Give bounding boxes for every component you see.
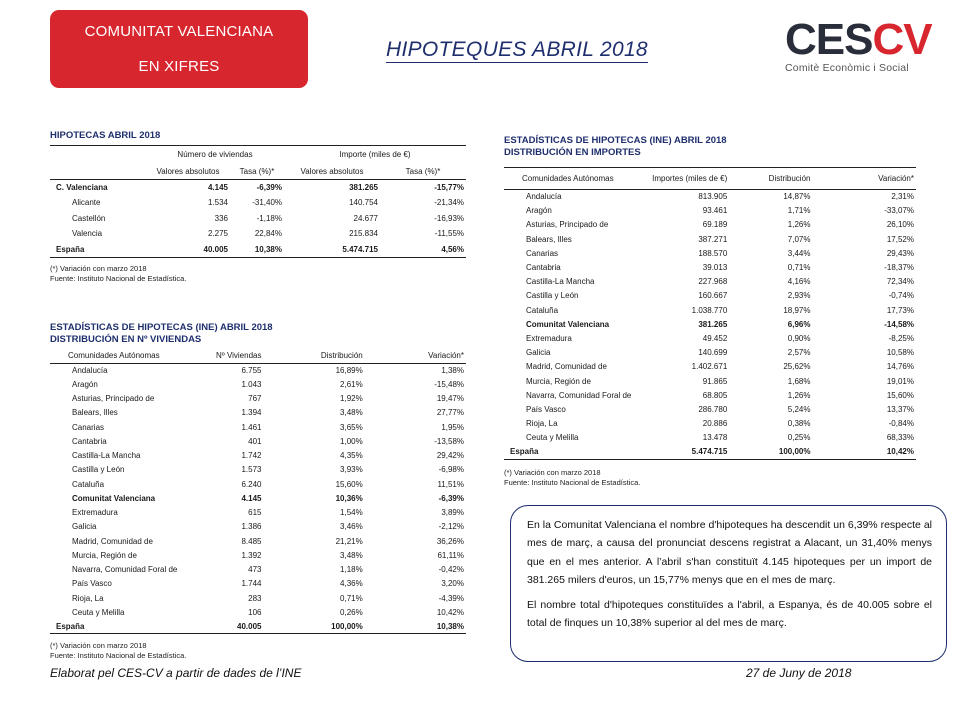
table-row [504, 289, 916, 303]
table3-note: (*) Variación con marzo 2018 [504, 467, 601, 477]
table-row [50, 534, 466, 548]
table3-source: Fuente: Instituto Nacional de Estadística. [504, 477, 641, 487]
row-label: Rioja, La [72, 593, 104, 603]
cell-distribution: 5,24% [787, 404, 811, 414]
cell-variation: 2,31% [891, 192, 914, 202]
cell-distribution: 4,16% [787, 277, 811, 287]
table-row [504, 303, 916, 317]
cell-variation: -4,39% [438, 593, 464, 603]
table2-subtitle: DISTRIBUCIÓN EN Nº VIVIENDAS [50, 334, 202, 345]
table-row [504, 445, 916, 459]
table-row [504, 374, 916, 388]
table-row [50, 180, 466, 196]
row-label: España [504, 445, 636, 459]
cell-variation: -6,98% [438, 465, 464, 475]
cell-variation: 19,47% [436, 394, 464, 404]
mortgages-summary-table [50, 130, 466, 284]
cell-value: 1.043 [241, 379, 262, 389]
cell-value: 68.805 [702, 390, 728, 400]
cell-distribution: 0,26% [340, 607, 363, 617]
row-label: Cantabria [72, 436, 107, 446]
row-label: País Vasco [72, 579, 112, 589]
table-row [504, 275, 916, 289]
cell-value: 1.573 [241, 465, 262, 475]
cell-value: 8.485 [241, 536, 262, 546]
cell-distribution: 14,87% [783, 192, 811, 202]
row-label: Aragón [526, 206, 552, 216]
cell-value: 2.275 [207, 229, 228, 239]
cell-value: 401 [248, 436, 262, 446]
table-row [50, 363, 466, 377]
cell-value: 381.265 [698, 319, 728, 329]
table-row [50, 406, 466, 420]
cell-value: 91.865 [702, 376, 728, 386]
badge-line-2: EN XIFRES [138, 58, 220, 75]
region-badge [50, 10, 308, 88]
cell-rate: -21,34% [434, 198, 464, 208]
table1-notes [50, 264, 466, 284]
cell-distribution: 7,07% [787, 234, 811, 244]
table-row [50, 506, 466, 520]
cell-distribution: 100,00% [729, 445, 812, 459]
table2-notes [50, 641, 466, 661]
row-label: Balears, Illes [72, 408, 118, 418]
table2 [50, 349, 466, 634]
cell-variation: -33,07% [884, 206, 914, 216]
cell-value: 5.474.715 [636, 445, 729, 459]
cell-value: 24.677 [353, 213, 378, 223]
cell-variation: -0,42% [438, 565, 464, 575]
cell-value: 20.886 [702, 419, 728, 429]
table-row [50, 420, 466, 434]
summary-paragraph-2: El nombre total d'hipoteques constituïdes a l'abril, a Espanya, és de 40.005 sobre el total de finques un 10,38% superior al del mes de març. [527, 599, 932, 630]
cell-variation: 29,42% [436, 451, 464, 461]
row-label: Murcia, Región de [72, 550, 137, 560]
cell-variation: 17,52% [886, 234, 914, 244]
cell-distribution: 1,00% [340, 436, 363, 446]
table3-notes [504, 468, 916, 488]
cell-variation: -8,25% [888, 333, 914, 343]
table-row [50, 520, 466, 534]
badge-line-1: COMUNITAT VALENCIANA [84, 23, 274, 40]
cell-value: 6.240 [241, 479, 262, 489]
cell-distribution: 18,97% [783, 305, 811, 315]
cell-variation: -2,12% [438, 522, 464, 532]
cell-variation: -15,48% [434, 379, 464, 389]
page-title: HIPOTEQUES ABRIL 2018 [386, 38, 648, 61]
row-label: C. Valenciana [56, 183, 108, 192]
table1-sub-header: Tasa (%)* [230, 164, 284, 180]
table-row [504, 317, 916, 331]
table-row [504, 204, 916, 218]
table-row [50, 477, 466, 491]
row-label: Canarias [526, 248, 559, 258]
row-label: Navarra, Comunidad Foral de [526, 390, 632, 400]
cell-variation: 3,89% [441, 508, 464, 518]
summary-text-box [510, 505, 947, 662]
cell-distribution: 4,36% [340, 579, 363, 589]
cell-distribution: 2,57% [787, 348, 811, 358]
row-label: Canarias [72, 422, 105, 432]
row-label: Alicante [72, 198, 101, 208]
table-row [50, 577, 466, 591]
table3-header: Importes (miles de €) [636, 168, 729, 190]
row-label: Cantabria [526, 263, 561, 273]
row-label: Extremadura [72, 508, 118, 518]
cell-distribution: 0,25% [787, 433, 811, 443]
cell-distribution: 1,26% [787, 220, 811, 230]
table3 [504, 167, 916, 460]
cell-variation: -0,74% [888, 291, 914, 301]
table-row [50, 211, 466, 227]
table-row [50, 434, 466, 448]
cell-distribution: 16,89% [335, 365, 363, 375]
table1-sub-header: Tasa (%)* [380, 164, 466, 180]
logo-subtitle: Comitè Econòmic i Social [785, 62, 909, 74]
cell-distribution: 3,48% [340, 550, 363, 560]
table1-title: HIPOTECAS ABRIL 2018 [50, 130, 161, 141]
table-row [504, 260, 916, 274]
cell-value: 188.570 [698, 248, 728, 258]
cell-variation: 36,26% [436, 536, 464, 546]
row-label: Balears, Illes [526, 234, 572, 244]
cell-value: 767 [248, 394, 262, 404]
cell-variation: 27,77% [436, 408, 464, 418]
cell-distribution: 21,21% [335, 536, 363, 546]
row-label: España [50, 620, 195, 634]
table2-title: ESTADÍSTICAS DE HIPOTECAS (INE) ABRIL 2018 [50, 322, 273, 333]
row-label: Castellón [72, 213, 106, 223]
cell-value: 49.452 [702, 333, 728, 343]
row-label: Galicia [526, 348, 551, 358]
cell-variation: -14,58% [884, 319, 914, 329]
row-label: Comunitat Valenciana [72, 493, 156, 503]
row-label: Comunitat Valenciana [526, 319, 610, 329]
row-label: Ceuta y Melilla [526, 433, 579, 443]
table1-group-header-importe: Importe (miles de €) [339, 150, 411, 160]
cell-value: 215.834 [349, 229, 378, 239]
cell-distribution: 2,61% [340, 379, 363, 389]
table3-title: ESTADÍSTICAS DE HIPOTECAS (INE) ABRIL 2018 [504, 135, 727, 146]
cell-distribution: 15,60% [335, 479, 363, 489]
cell-variation: 29,43% [886, 248, 914, 258]
table-row [50, 563, 466, 577]
cell-value: 93.461 [702, 206, 728, 216]
cell-variation: -0,84% [888, 419, 914, 429]
cell-value: 286.780 [698, 404, 728, 414]
row-label: Asturias, Principado de [526, 220, 609, 230]
table-row [504, 246, 916, 260]
cell-distribution: 1,71% [787, 206, 811, 216]
table2-source: Fuente: Instituto Nacional de Estadística. [50, 651, 187, 661]
row-label: Extremadura [526, 333, 572, 343]
cell-value: 39.013 [702, 263, 728, 273]
row-label: Rioja, La [526, 419, 558, 429]
table-row [504, 346, 916, 360]
cell-value: 336 [214, 213, 228, 223]
cell-value: 140.699 [698, 348, 728, 358]
table2-header: Distribución [263, 349, 364, 363]
cell-value: 40.005 [146, 242, 230, 258]
cell-value: 1.534 [207, 198, 228, 208]
table-row [504, 190, 916, 204]
cell-variation: 11,51% [437, 479, 464, 489]
cell-rate: 22,84% [254, 229, 282, 239]
table-row [504, 331, 916, 345]
table-row [504, 417, 916, 431]
table-row [504, 402, 916, 416]
cell-distribution: 25,62% [783, 362, 811, 372]
table-row [504, 360, 916, 374]
cell-distribution: 3,48% [340, 408, 363, 418]
table-row [50, 377, 466, 391]
cell-variation: 10,42% [812, 445, 916, 459]
row-label: Valencia [72, 229, 103, 239]
table-row [50, 491, 466, 505]
row-label: Navarra, Comunidad Foral de [72, 565, 178, 575]
cell-distribution: 1,68% [787, 376, 811, 386]
table-row [504, 431, 916, 445]
cell-distribution: 3,46% [340, 522, 363, 532]
row-label: Galicia [72, 522, 97, 532]
cell-variation: -18,37% [884, 263, 914, 273]
cell-distribution: 100,00% [263, 620, 364, 634]
table-row [50, 548, 466, 562]
cell-distribution: 0,71% [787, 263, 811, 273]
row-label: Madrid, Comunidad de [72, 536, 153, 546]
cell-variation: 14,76% [886, 362, 914, 372]
cell-variation: 26,10% [886, 220, 914, 230]
row-label: Cataluña [526, 305, 559, 315]
table2-header: Comunidades Autónomas [50, 349, 195, 363]
table-row [504, 218, 916, 232]
cell-variation: 61,11% [437, 550, 464, 560]
cell-variation: -6,39% [438, 493, 464, 503]
cell-value: 473 [248, 565, 262, 575]
cell-distribution: 2,93% [787, 291, 811, 301]
row-label: Castilla-La Mancha [72, 451, 141, 461]
table1-group-header-viviendas: Número de viviendas [177, 150, 253, 160]
cell-value: 160.667 [698, 291, 728, 301]
cell-distribution: 1,18% [340, 565, 363, 575]
cell-value: 1.392 [241, 550, 262, 560]
cell-value: 283 [248, 593, 262, 603]
table3-subtitle: DISTRIBUCIÓN EN IMPORTES [504, 147, 641, 158]
summary-paragraph-1: En la Comunitat Valenciana el nombre d'hipoteques ha descendit un 6,39% respecte al mes de març, a causa del pronunciat descens registrat a Alacant, un 31,40% menys que en el mes anterior. A l’abril s'han constituït 4.145 hipoteques per un import de 381.265 milers d'euros, un 15,77% menys que en el mes de març. [527, 519, 932, 586]
table1-sub-header: Valores absolutos [284, 164, 380, 180]
table1-note: (*) Variación con marzo 2018 [50, 263, 147, 273]
table-row [50, 195, 466, 211]
cell-value: 140.754 [349, 198, 378, 208]
row-label: Asturias, Principado de [72, 394, 155, 404]
row-label: Castilla-La Mancha [526, 277, 595, 287]
cell-value: 615 [248, 508, 262, 518]
cell-variation: 10,42% [436, 607, 464, 617]
cell-value: 813.905 [698, 192, 728, 202]
row-label: Andalucía [72, 365, 108, 375]
cell-distribution: 10,36% [335, 493, 363, 503]
cell-rate: -11,55% [434, 229, 464, 239]
table3-header: Variación* [812, 168, 916, 190]
table-row [50, 226, 466, 242]
table-row [504, 232, 916, 246]
logo-mark [785, 15, 932, 64]
cell-distribution: 1,26% [787, 390, 811, 400]
cell-distribution: 6,96% [787, 319, 811, 329]
cell-rate: -15,77% [434, 183, 464, 192]
cell-value: 6.755 [241, 365, 262, 375]
cell-variation: 72,34% [886, 277, 914, 287]
cell-variation: 1,38% [441, 365, 464, 375]
cell-distribution: 1,54% [340, 508, 363, 518]
row-label: Madrid, Comunidad de [526, 362, 607, 372]
cell-value: 1.461 [241, 422, 262, 432]
table-row [50, 242, 466, 258]
cell-variation: 1,95% [441, 422, 464, 432]
cell-value: 106 [248, 607, 262, 617]
cell-variation: 15,60% [886, 390, 914, 400]
cell-variation: 17,73% [886, 305, 914, 315]
cell-variation: 68,33% [886, 433, 914, 443]
cell-distribution: 3,93% [340, 465, 363, 475]
table2-header: Variación* [365, 349, 466, 363]
row-label: Andalucía [526, 192, 562, 202]
row-label: Murcia, Región de [526, 376, 591, 386]
table1 [50, 145, 466, 258]
cell-variation: 3,20% [441, 579, 464, 589]
logo-cv: CV [872, 15, 932, 64]
cell-rate: 10,38% [230, 242, 284, 258]
cell-value: 1.386 [241, 522, 262, 532]
cell-distribution: 1,92% [340, 394, 363, 404]
cell-value: 5.474.715 [284, 242, 380, 258]
row-label: Ceuta y Melilla [72, 607, 125, 617]
row-label: País Vasco [526, 404, 566, 414]
cell-rate: -6,39% [256, 183, 282, 192]
cell-value: 381.265 [349, 183, 378, 192]
cell-variation: 19,01% [886, 376, 914, 386]
cell-value: 13.478 [702, 433, 728, 443]
table-row [50, 449, 466, 463]
ces-cv-logo [785, 15, 932, 76]
table-row [50, 591, 466, 605]
table1-source: Fuente: Instituto Nacional de Estadística. [50, 273, 187, 283]
cell-value: 1.402.671 [691, 362, 728, 372]
row-label: Aragón [72, 379, 98, 389]
cell-distribution: 0,38% [787, 419, 811, 429]
cell-rate: -16,93% [434, 213, 464, 223]
table2-header: Nº Viviendas [195, 349, 263, 363]
cell-value: 69.189 [702, 220, 728, 230]
cell-distribution: 0,71% [340, 593, 363, 603]
cell-variation: 10,58% [886, 348, 914, 358]
table3-header: Comunidades Autónomas [504, 168, 636, 190]
cell-distribution: 4,35% [340, 451, 363, 461]
table-row [504, 388, 916, 402]
cell-distribution: 3,65% [340, 422, 363, 432]
cell-variation: 10,38% [365, 620, 466, 634]
table3-header: Distribución [729, 168, 812, 190]
cell-value: 1.742 [241, 451, 262, 461]
cell-distribution: 3,44% [787, 248, 811, 258]
footer-credit: Elaborat pel CES-CV a partir de dades de l’INE [50, 666, 302, 680]
cell-variation: 13,37% [886, 404, 914, 414]
cell-value: 387.271 [698, 234, 728, 244]
table-row [50, 392, 466, 406]
table-row [50, 605, 466, 619]
cell-rate: -31,40% [252, 198, 282, 208]
cell-value: 1.394 [241, 408, 262, 418]
table-row [50, 620, 466, 634]
table1-sub-header: Valores absolutos [146, 164, 230, 180]
footer-date: 27 de Juny de 2018 [746, 666, 852, 680]
housing-distribution-table [50, 322, 466, 661]
row-label: España [50, 242, 146, 258]
table-row [50, 463, 466, 477]
cell-value: 4.145 [241, 493, 262, 503]
row-label: Cataluña [72, 479, 105, 489]
cell-value: 1.744 [241, 579, 262, 589]
cell-value: 4.145 [207, 183, 228, 192]
amount-distribution-table [504, 135, 916, 488]
row-label: Castilla y León [72, 465, 125, 475]
cell-value: 1.038.770 [691, 305, 728, 315]
cell-variation: -13,58% [434, 436, 464, 446]
cell-rate: -1,18% [256, 213, 282, 223]
cell-distribution: 0,90% [787, 333, 811, 343]
cell-rate: 4,56% [380, 242, 466, 258]
table2-note: (*) Variación con marzo 2018 [50, 641, 147, 651]
cell-value: 40.005 [195, 620, 263, 634]
logo-ces: CES [785, 15, 873, 64]
cell-value: 227.968 [698, 277, 728, 287]
row-label: Castilla y León [526, 291, 579, 301]
